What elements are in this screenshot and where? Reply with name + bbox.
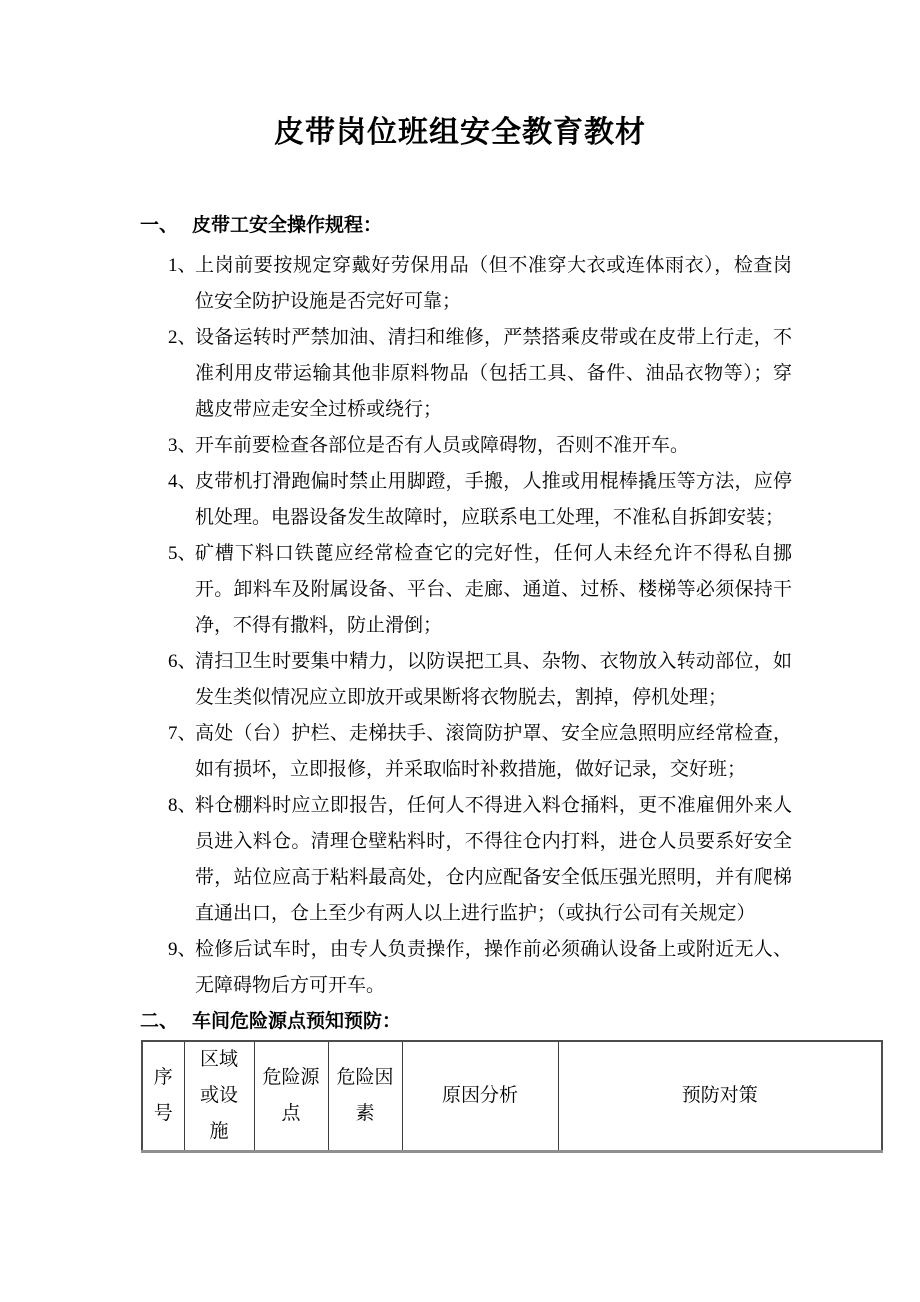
rule-number: 4、 — [168, 471, 197, 492]
hazard-table-header-row — [142, 1041, 882, 1152]
safety-rules-list — [168, 248, 792, 1004]
hazard-table — [141, 1040, 883, 1153]
rule-text: 皮带机打滑跑偏时禁止用脚蹬，手搬，人推或用棍棒撬压等方法，应停机处理。电器设备发生故障时，应联系电工处理，不准私自拆卸安装； — [195, 471, 792, 528]
rule-item-5 — [168, 536, 792, 644]
section-1-title: 皮带工安全操作规程： — [192, 215, 383, 236]
col-header-hazard-source-point: 危险源点 — [254, 1041, 328, 1152]
section-1-heading — [140, 208, 820, 244]
col-header-prevention-countermeasure: 预防对策 — [558, 1041, 882, 1152]
rule-number: 6、 — [168, 651, 197, 672]
rule-text: 高处（台）护栏、走梯扶手、滚筒防护罩、安全应急照明应经常检查，如有损坏，立即报修，并采取临时补救措施，做好记录，交好班； — [195, 723, 792, 780]
rule-number: 8、 — [168, 795, 197, 816]
rule-number: 3、 — [168, 435, 197, 456]
rule-text: 设备运转时严禁加油、清扫和维修，严禁搭乘皮带或在皮带上行走，不准利用皮带运输其他非原料物品（包括工具、备件、油品衣物等）；穿越皮带应走安全过桥或绕行； — [195, 327, 792, 420]
section-2-marker: 二、 — [140, 1011, 179, 1032]
rule-text: 矿槽下料口铁蓖应经常检查它的完好性，任何人未经允许不得私自挪开。卸料车及附属设备、平台、走廊、通道、过桥、楼梯等必须保持干净，不得有撒料，防止滑倒； — [195, 543, 792, 636]
rule-number: 2、 — [168, 327, 197, 348]
rule-item-2 — [168, 320, 792, 428]
rule-text: 料仓棚料时应立即报告，任何人不得进入料仓捅料，更不准雇佣外来人员进入料仓。清理仓壁粘料时，不得往仓内打料，进仓人员要系好安全带，站位应高于粘料最高处，仓内应配备安全低压强光照明，并有爬梯直通出口，仓上至少有两人以上进行监护；（或执行公司有关规定） — [195, 795, 792, 924]
rule-number: 1、 — [168, 255, 197, 276]
col-header-area-or-facility: 区域或设施 — [184, 1041, 254, 1152]
rule-text: 清扫卫生时要集中精力，以防误把工具、杂物、衣物放入转动部位，如发生类似情况应立即放开或果断将衣物脱去，割掉，停机处理； — [195, 651, 792, 708]
rule-item-1 — [168, 248, 792, 320]
rule-item-8 — [168, 788, 792, 932]
col-header-hazard-factor: 危险因素 — [328, 1041, 402, 1152]
rule-number: 7、 — [168, 723, 197, 744]
col-header-cause-analysis: 原因分析 — [402, 1041, 558, 1152]
document-title: 皮带岗位班组安全教育教材 — [274, 116, 646, 149]
rule-item-7 — [168, 716, 792, 788]
rule-item-6 — [168, 644, 792, 716]
rule-text: 上岗前要按规定穿戴好劳保用品（但不准穿大衣或连体雨衣），检查岗位安全防护设施是否完好可靠； — [195, 255, 792, 312]
rule-item-9 — [168, 932, 792, 1004]
rule-number: 5、 — [168, 543, 197, 564]
section-2-title: 车间危险源点预知预防： — [192, 1011, 402, 1032]
rule-item-4 — [168, 464, 792, 536]
section-2-heading — [140, 1004, 820, 1040]
section-1-marker: 一、 — [140, 215, 179, 236]
rule-text: 开车前要检查各部位是否有人员或障碍物，否则不准开车。 — [195, 435, 690, 456]
rule-item-3 — [168, 428, 792, 464]
rule-text: 检修后试车时，由专人负责操作，操作前必须确认设备上或附近无人、无障碍物后方可开车。 — [195, 939, 792, 996]
rule-number: 9、 — [168, 939, 197, 960]
col-header-serial-number: 序号 — [142, 1041, 184, 1152]
